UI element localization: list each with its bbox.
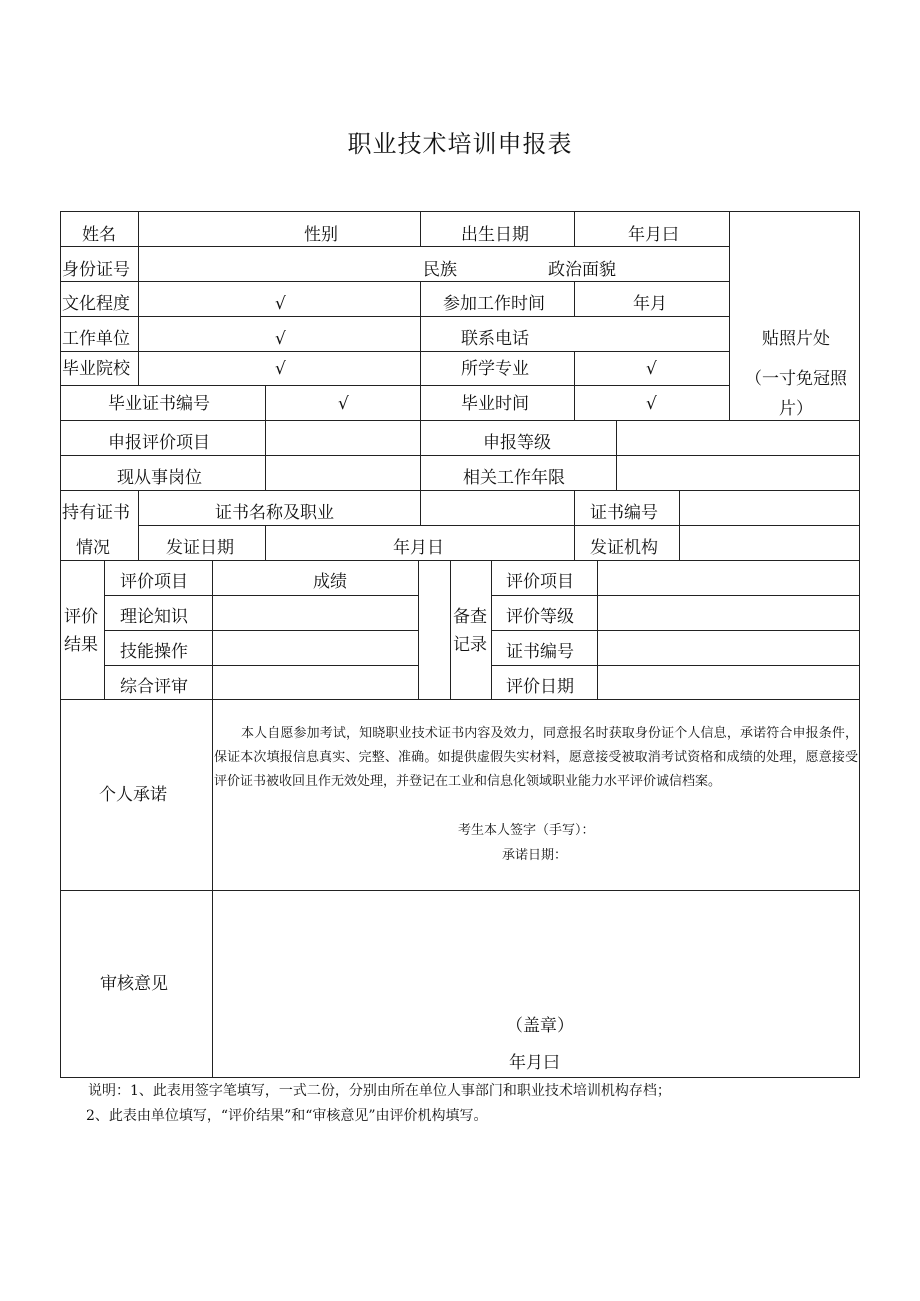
commitment-date[interactable]: 承诺日期： (502, 848, 568, 863)
label-ethnic: 民族 (423, 260, 457, 280)
label-education: 文化程度 (62, 294, 130, 314)
label-review: 审核意见 (100, 974, 168, 994)
eval-item-theory: 理论知识 (120, 607, 188, 627)
label-holds-certificate-2: 情况 (76, 538, 110, 558)
eval-item-overall: 综合评审 (120, 677, 188, 697)
label-name: 姓名 (82, 225, 116, 245)
note-line-2: 2、此表由单位填写，“评价结果”和“审核意见”由评价机构填写。 (86, 1108, 488, 1124)
signature-line[interactable]: 考生本人签字（手写）： (458, 823, 595, 838)
graduation-check[interactable]: √ (646, 394, 657, 414)
record-item-header: 评价项目 (506, 572, 574, 592)
birth-date-value[interactable]: 年月曰 (628, 225, 679, 245)
review-seal: （盖章） (506, 1016, 574, 1036)
eval-score-header: 成绩 (313, 572, 347, 592)
label-birth-date: 出生日期 (461, 225, 529, 245)
label-evaluation-item: 申报评价项目 (108, 433, 210, 453)
label-work-start-time: 参加工作时间 (443, 294, 545, 314)
label-issuing-authority: 发证机构 (590, 538, 658, 558)
review-date: 年月曰 (509, 1053, 560, 1073)
eval-item-header: 评价项目 (120, 572, 188, 592)
label-graduation-time: 毕业时间 (461, 394, 529, 414)
label-id-number: 身份证号 (62, 260, 130, 280)
note-line-1: 说明：1、此表用签字笔填写，一式二份，分别由所在单位人事部门和职业技术培训机构存档； (88, 1083, 671, 1099)
label-apply-level: 申报等级 (483, 433, 551, 453)
label-record-2: 记录 (453, 635, 487, 655)
label-work-years: 相关工作年限 (463, 468, 565, 488)
issue-date-value[interactable]: 年月日 (393, 538, 444, 558)
photo-label: 贴照片处 (762, 329, 830, 349)
label-phone: 联系电话 (461, 329, 529, 349)
label-political-status: 政治面貌 (548, 260, 616, 280)
major-check[interactable]: √ (646, 359, 657, 379)
label-evaluation-result-2: 结果 (64, 635, 98, 655)
label-issue-date: 发证日期 (166, 538, 234, 558)
work-start-time-value[interactable]: 年月 (633, 294, 667, 314)
diploma-check[interactable]: √ (338, 394, 349, 414)
label-commitment: 个人承诺 (99, 785, 167, 805)
form-title: 职业技术培训申报表 (347, 130, 573, 158)
label-major: 所学专业 (461, 359, 529, 379)
label-employer: 工作单位 (62, 329, 130, 349)
label-current-post: 现从事岗位 (117, 468, 202, 488)
school-check[interactable]: √ (275, 359, 286, 379)
education-check[interactable]: √ (275, 294, 286, 314)
commitment-text: 本人自愿参加考试，知晓职业技术证书内容及效力，同意报名时获取身份证个人信息，承诺符合申报条件，保证本次填报信息真实、完整、准确。如提供虚假失实材料，愿意接受被取消考试资格和成绩的处理，愿意接受评价证书被收回且作无效处理，并登记在工业和信息化领域职业能力水平评价诚信档案。 (214, 726, 858, 789)
label-school: 毕业院校 (62, 359, 130, 379)
label-diploma-number: 毕业证书编号 (108, 394, 210, 414)
label-gender: 性别 (304, 225, 338, 245)
record-level: 评价等级 (506, 607, 574, 627)
employer-check[interactable]: √ (275, 329, 286, 349)
eval-item-skill: 技能操作 (120, 642, 188, 662)
label-evaluation-result: 评价 (64, 607, 98, 627)
record-certificate-number: 证书编号 (506, 642, 574, 662)
label-holds-certificate: 持有证书 (62, 503, 130, 523)
label-certificate-number: 证书编号 (590, 503, 658, 523)
label-certificate-name: 证书名称及职业 (215, 503, 334, 523)
label-record: 备查 (453, 607, 487, 627)
record-date: 评价日期 (506, 677, 574, 697)
photo-note: （一寸免冠照片） (745, 369, 847, 419)
